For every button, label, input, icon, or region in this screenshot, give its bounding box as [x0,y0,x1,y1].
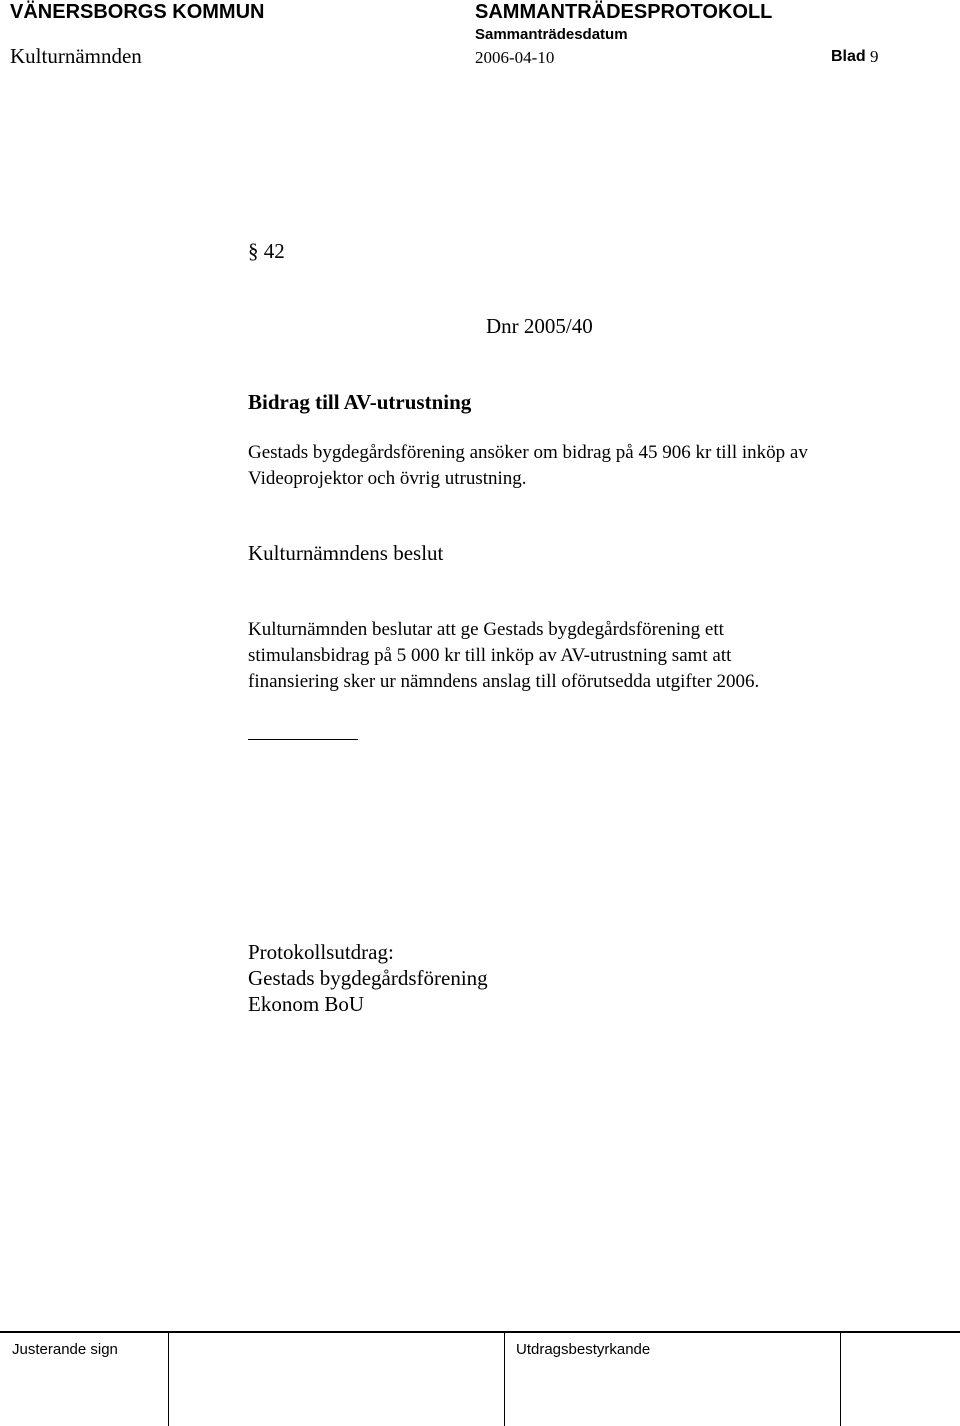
organization-name: VÄNERSBORGS KOMMUN [10,1,265,23]
decision-line: finansiering sker ur nämndens anslag till oförutsedda utgifter 2006. [248,671,760,692]
document-type: SAMMANTRÄDESPROTOKOLL [475,1,773,23]
item-description [248,440,808,492]
case-number: Dnr 2005/40 [486,314,593,338]
paragraph-number [248,239,285,264]
footer-divider [504,1331,505,1426]
distribution-list [248,939,488,1017]
distribution-recipient: Ekonom BoU [248,992,365,1016]
footer-divider [840,1331,841,1426]
meeting-date-label: Sammanträdesdatum [475,26,628,43]
description-line: Gestads bygdegårdsförening ansöker om bidrag på 45 906 kr till inköp av [248,442,808,463]
decision-text [248,617,759,695]
description-line: Videoprojektor och övrig utrustning. [248,468,527,489]
committee-name: Kulturnämnden [10,44,142,68]
page-label: Blad [831,48,866,65]
item-heading: Bidrag till AV-utrustning [248,390,472,414]
section-symbol: § [248,239,259,263]
paragraph-number-value: 42 [263,239,285,263]
meeting-date: 2006-04-10 [475,48,555,67]
extract-certification-label: Utdragsbestyrkande [516,1341,651,1358]
decision-line: Kulturnämnden beslutar att ge Gestads bygdegårdsförening ett [248,619,724,640]
decision-line: stimulansbidrag på 5 000 kr till inköp av AV-utrustning samt att [248,645,732,666]
distribution-recipient: Gestads bygdegårdsförening [248,966,488,990]
separator-line [248,739,358,740]
footer-top-border [0,1331,960,1333]
signing-label: Justerande sign [12,1341,118,1358]
page-number: 9 [870,47,879,66]
footer-divider [168,1331,169,1426]
distribution-heading: Protokollsutdrag: [248,940,394,964]
decision-heading: Kulturnämndens beslut [248,541,444,565]
